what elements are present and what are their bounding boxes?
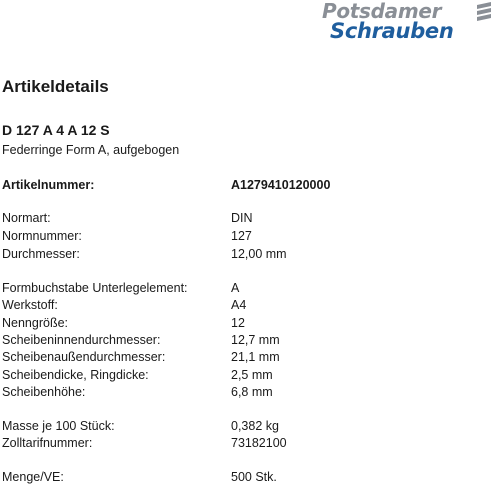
spec-row-scheibendicke [2,367,472,383]
spec-value: 12 [231,316,245,330]
spec-value: 6,8 mm [231,385,273,399]
spec-value: 500 Stk. [231,470,277,484]
spec-row-nenngroesse [2,315,472,331]
spec-row-menge-ve [2,469,472,485]
article-number-value: A1279410120000 [231,178,331,192]
spec-label: Scheibenhöhe: [2,385,86,399]
spec-label: Normnummer: [2,229,82,243]
spec-label: Scheibenaußendurchmesser: [2,350,166,364]
spec-row-durchmesser [2,246,472,262]
spec-row-zolltarifnummer [2,435,472,451]
spec-row-aussendurchmesser [2,349,472,365]
spec-value: A4 [231,298,247,312]
brand-name-line1: Potsdamer [322,0,442,23]
article-description: Federringe Form A, aufgebogen [2,143,180,157]
spec-label: Werkstoff: [2,298,58,312]
spec-row-normnummer [2,228,472,244]
spec-row-scheibenhoehe [2,384,472,400]
brand-name-line2: Schrauben [330,19,454,43]
spec-value: A [231,281,240,295]
spec-value: DIN [231,211,253,225]
spec-value: 12,00 mm [231,247,287,261]
spec-value: 73182100 [231,436,287,450]
screw-stack-icon [474,2,494,24]
article-number-label: Artikelnummer: [2,178,95,192]
spec-value: 2,5 mm [231,368,273,382]
spec-label: Normart: [2,211,51,225]
spec-row-masse [2,418,472,434]
spec-label: Zolltarifnummer: [2,436,93,450]
article-code: D 127 A 4 A 12 S [2,122,110,138]
article-number-row [2,177,472,193]
page-title: Artikeldetails [2,77,109,96]
spec-label: Masse je 100 Stück: [2,419,115,433]
spec-label: Menge/VE: [2,470,64,484]
spec-row-formbuchstabe [2,280,472,296]
spec-label: Formbuchstabe Unterlegelement: [2,281,188,295]
spec-value: 127 [231,229,252,243]
spec-label: Scheibendicke, Ringdicke: [2,368,149,382]
spec-value: 21,1 mm [231,350,280,364]
spec-label: Nenngröße: [2,316,69,330]
spec-value: 0,382 kg [231,419,279,433]
spec-label: Scheibeninnendurchmesser: [2,333,161,347]
spec-value: 12,7 mm [231,333,280,347]
brand-logo [314,0,494,44]
spec-row-werkstoff [2,297,472,313]
spec-label: Durchmesser: [2,247,80,261]
spec-row-normart [2,210,472,226]
spec-row-innendurchmesser [2,332,472,348]
